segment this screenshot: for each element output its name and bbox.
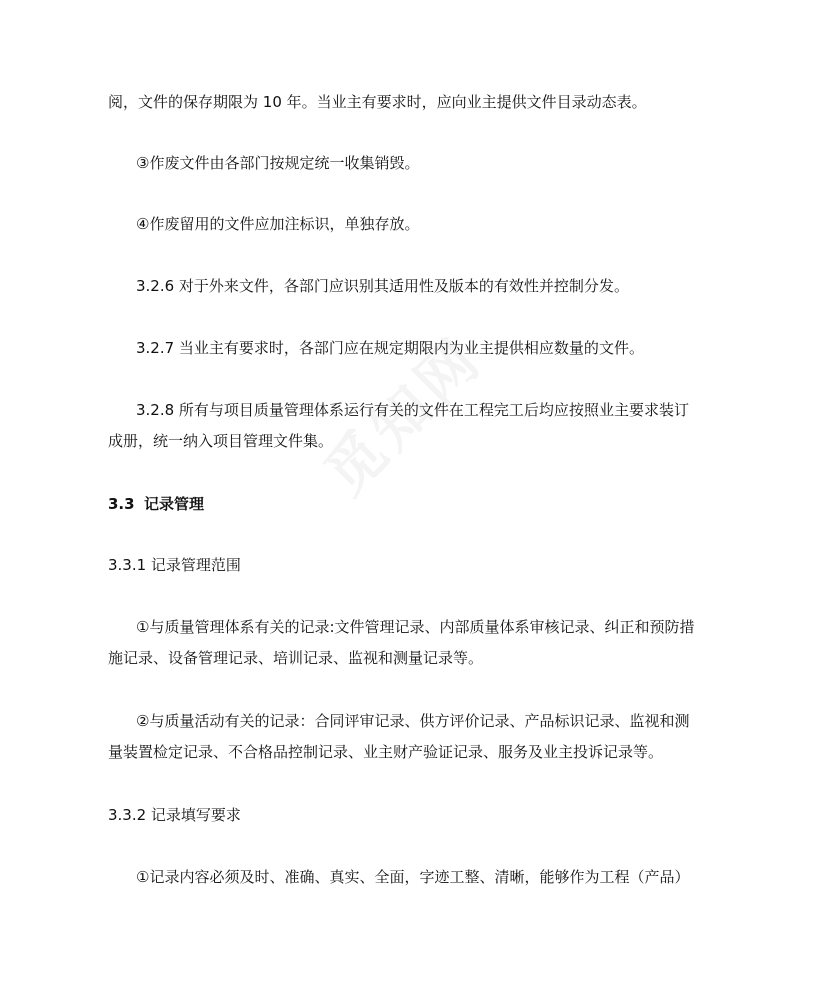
paragraph-3-3-1: 3.3.1 记录管理范围 <box>108 556 241 574</box>
paragraph-record-content: ①记录内容必须及时、准确、真实、全面，字迹工整、清晰，能够作为工程（产品） <box>136 868 690 886</box>
paragraph-records-system-line2: 施记录、设备管理记录、培训记录、监视和测量记录等。 <box>108 649 484 667</box>
paragraph-obsolete-retained: ④作废留用的文件应加注标识，单独存放。 <box>136 215 420 233</box>
paragraph-3-2-7: 3.2.7 当业主有要求时，各部门应在规定期限内为业主提供相应数量的文件。 <box>136 339 644 357</box>
paragraph-3-2-8-line1: 3.2.8 所有与项目质量管理体系运行有关的文件在工程完工后均应按照业主要求装订 <box>136 401 689 419</box>
paragraph-records-activity-line1: ②与质量活动有关的记录：合同评审记录、供方评价记录、产品标识记录、监视和测 <box>136 712 690 730</box>
section-title: 记录管理 <box>144 495 205 513</box>
paragraph-3-2-8-line2: 成册，统一纳入项目管理文件集。 <box>108 432 334 450</box>
paragraph-retention-period: 阅，文件的保存期限为 10 年。当业主有要求时，应向业主提供文件目录动态表。 <box>108 93 647 111</box>
paragraph-3-3-2: 3.3.2 记录填写要求 <box>108 806 241 824</box>
section-number: 3.3 <box>108 495 135 513</box>
paragraph-records-system-line1: ①与质量管理体系有关的记录:文件管理记录、内部质量体系审核记录、纠正和预防措 <box>136 618 695 636</box>
paragraph-3-2-6: 3.2.6 对于外来文件，各部门应识别其适用性及版本的有效性并控制分发。 <box>136 277 629 295</box>
section-heading-3-3 <box>108 494 728 514</box>
paragraph-obsolete-destroy: ③作废文件由各部门按规定统一收集销毁。 <box>136 154 420 172</box>
paragraph-records-activity-line2: 量装置检定记录、不合格品控制记录、业主财产验证记录、服务及业主投诉记录等。 <box>108 743 664 761</box>
